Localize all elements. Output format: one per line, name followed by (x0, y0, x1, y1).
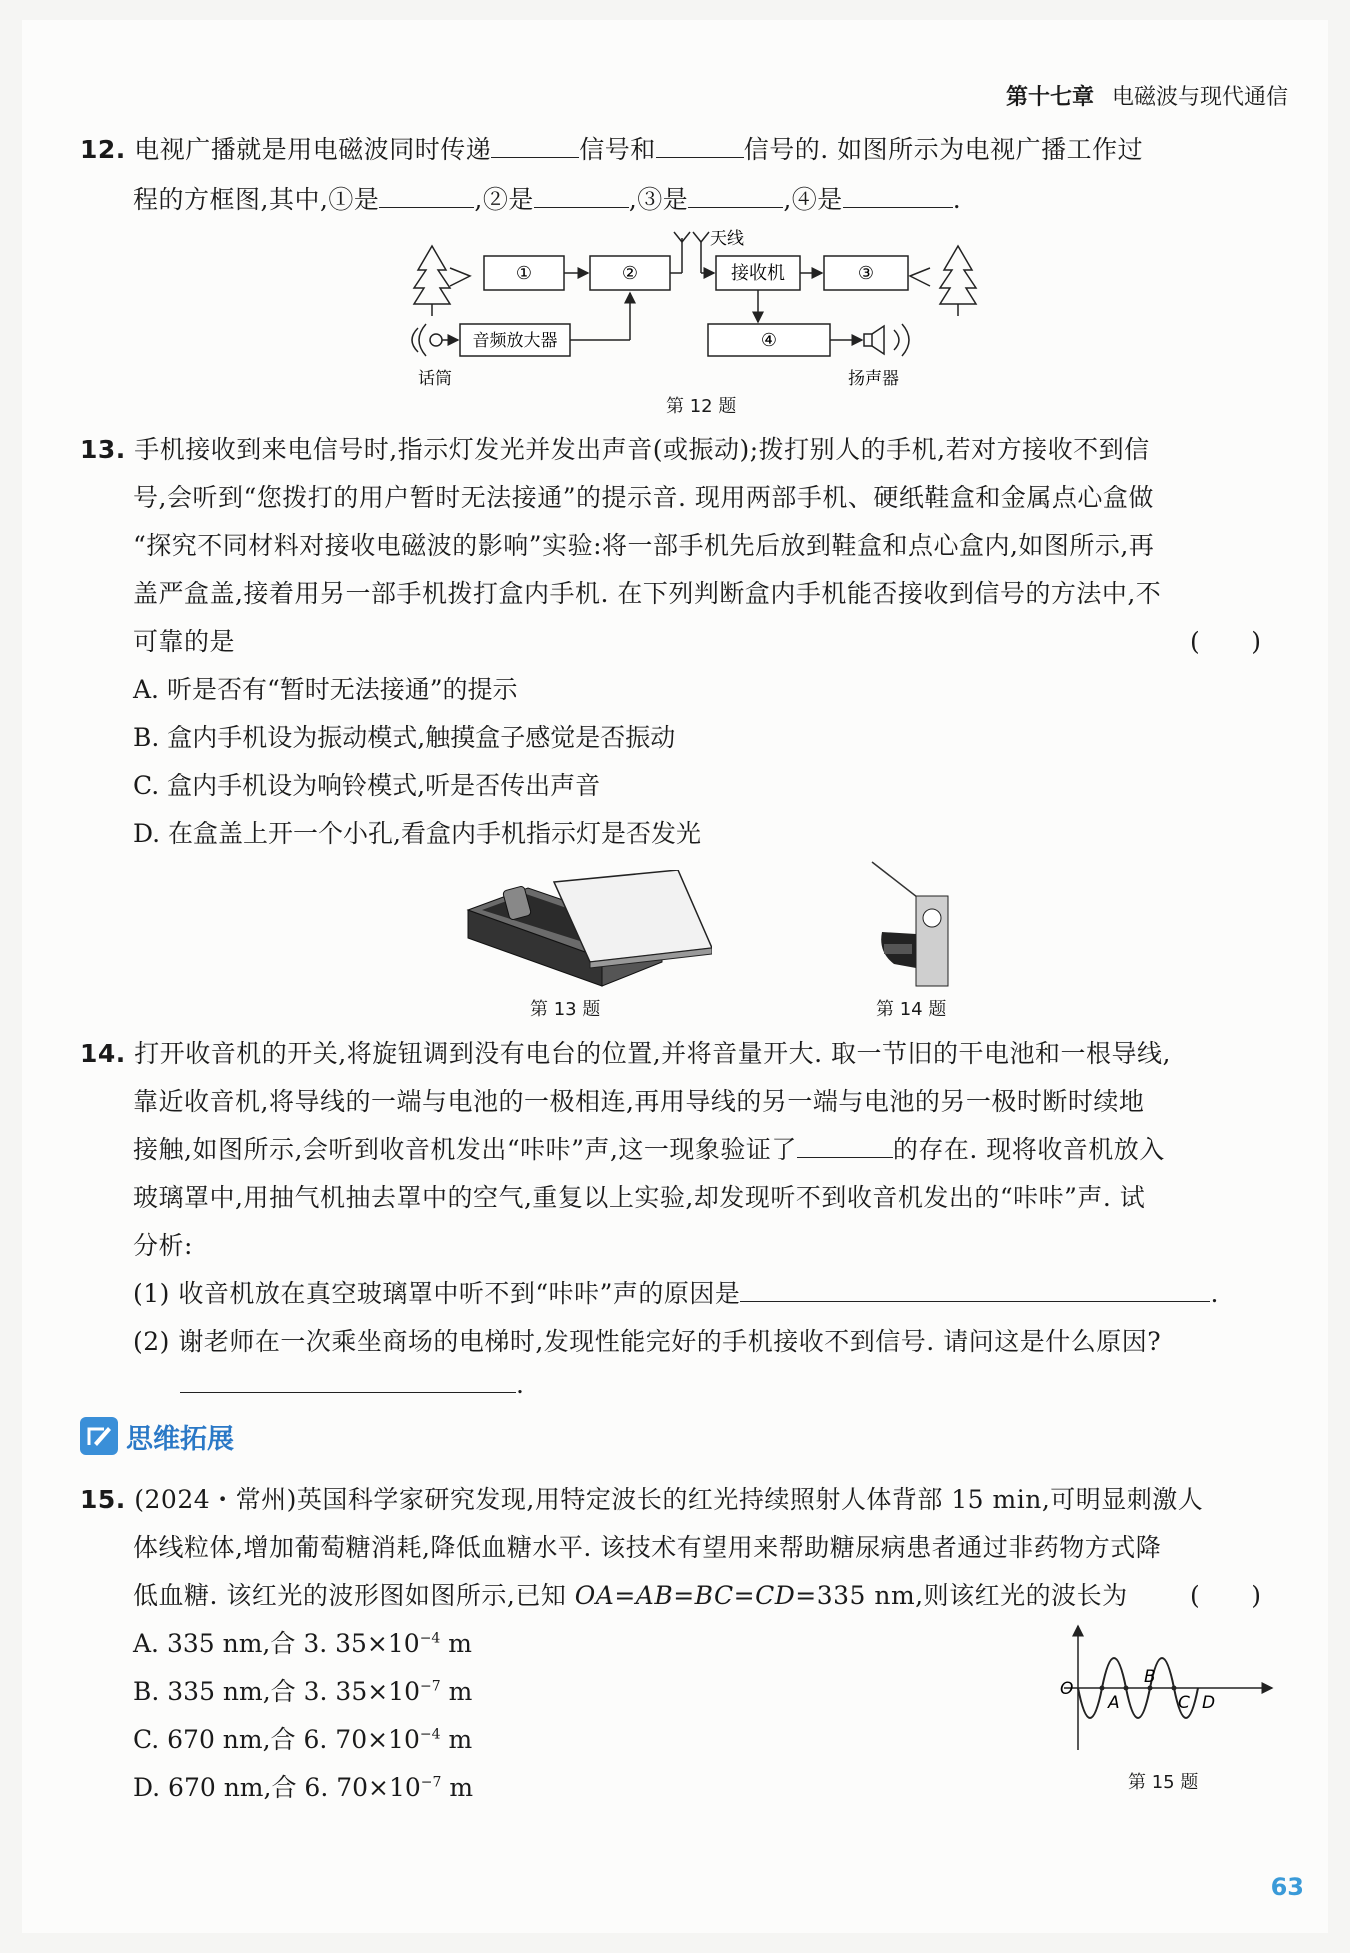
q13-text: 手机接收到来电信号时,指示灯发光并发出声音(或振动);拨打别人的手机,若对方接收不到信 (134, 435, 1150, 464)
chapter-header (1006, 80, 1288, 111)
receive-antenna-icon (693, 232, 709, 242)
pencil-book-icon (80, 1417, 118, 1455)
diagram-box-4-label: ④ (760, 330, 778, 351)
q15-text: =335 nm,则该红光的波长为 (795, 1581, 1128, 1610)
q15-option-b-text: B. 335 nm,合 3. 35×10 (133, 1677, 420, 1706)
q12-number: 12. (80, 135, 126, 164)
q14-line-1 (80, 1034, 1171, 1070)
q14-text: 打开收音机的开关,将旋钮调到没有电台的位置,并将音量开大. 取一节旧的干电池和一根导线, (134, 1039, 1171, 1068)
wave-label-o: O (1060, 1679, 1074, 1699)
q12-text: 电视广播就是用电磁波同时传递 (134, 135, 492, 164)
q15-line-1 (80, 1480, 1203, 1516)
q12-caption: 第 12 题 (666, 396, 737, 417)
q12-blank-1[interactable] (491, 137, 579, 158)
q14-blank-3[interactable] (180, 1372, 516, 1393)
q13-option-c[interactable]: C. 盒内手机设为响铃模式,听是否传出声音 (133, 771, 601, 800)
receiver-label: 接收机 (731, 263, 785, 284)
q14-line-4: 玻璃罩中,用抽气机抽去罩中的空气,重复以上实验,却发现听不到收音机发出的“咔咔”声. 试 (133, 1183, 1146, 1212)
q14-text: 接触,如图所示,会听到收音机发出“咔咔”声,这一现象验证了 (133, 1135, 797, 1164)
q12-blank-5[interactable] (688, 187, 783, 208)
q12-blank-4[interactable] (534, 187, 629, 208)
q15-text: (2024・常州)英国科学家研究发现,用特定波长的红光持续照射人体背部 15 min,可明显刺激人 (134, 1485, 1204, 1514)
section-header (80, 1416, 234, 1456)
q14-caption: 第 14 题 (876, 999, 947, 1020)
q13-line-2: 号,会听到“您拨打的用户暂时无法接通”的提示音. 现用两部手机、硬纸鞋盒和金属点心盒做 (133, 483, 1154, 512)
q12-line-2 (133, 180, 961, 216)
q14-sub2-end: . (516, 1370, 525, 1399)
q15-line-2: 体线粒体,增加葡萄糖消耗,降低血糖水平. 该技术有望用来帮助糖尿病患者通过非药物方式降 (133, 1533, 1162, 1562)
q15-option-a-text: A. 335 nm,合 3. 35×10 (133, 1629, 420, 1658)
radio-dial-icon (923, 909, 941, 927)
chapter-number: 第十七章 (1005, 85, 1094, 110)
q15-option-a-exp: −4 (419, 1630, 441, 1647)
radio-figure (868, 860, 958, 990)
q12-blank-3[interactable] (379, 187, 474, 208)
q13-option-b[interactable]: B. 盒内手机设为振动模式,触摸盒子感觉是否振动 (133, 723, 676, 752)
q15-option-d-text: D. 670 nm,合 6. 70×10 (133, 1773, 421, 1802)
q12-blank-2[interactable] (656, 137, 744, 158)
q12-text: ,②是 (474, 185, 534, 214)
q14-line-2: 靠近收音机,将导线的一端与电池的一极相连,再用导线的另一端与电池的另一极时断时续地 (133, 1087, 1145, 1116)
q12-blank-6[interactable] (843, 187, 953, 208)
q14-line-5: 分析: (133, 1231, 193, 1260)
q13-option-d[interactable]: D. 在盒盖上开一个小孔,看盒内手机指示灯是否发光 (133, 819, 701, 848)
wave-label-a: A (1108, 1693, 1120, 1713)
q13-line-1 (80, 430, 1150, 466)
tv-broadcast-diagram (410, 228, 1000, 398)
q15-option-a-unit: m (440, 1629, 472, 1658)
q15-option-b-unit: m (440, 1677, 473, 1706)
diagram-box-2-label: ② (621, 263, 639, 284)
q15-number: 15. (80, 1485, 126, 1514)
wave-figure (1050, 1620, 1280, 1755)
q13-number: 13. (80, 435, 126, 464)
q14-sub1-end: . (1210, 1279, 1219, 1308)
q15-option-c-exp: −4 (419, 1726, 441, 1743)
q14-blank-2[interactable] (740, 1281, 1210, 1302)
q15-option-d-unit: m (441, 1773, 474, 1802)
q14-number: 14. (80, 1039, 126, 1068)
q14-line-3 (133, 1130, 1165, 1166)
q13-caption: 第 13 题 (530, 999, 601, 1020)
q12-text: 程的方框图,其中,①是 (133, 185, 380, 214)
q12-text: 信号和 (579, 135, 656, 164)
q13-line-3: “探究不同材料对接收电磁波的影响”实验:将一部手机先后放到鞋盒和点心盒内,如图所示,再 (133, 531, 1155, 560)
wave-label-b: B (1144, 1667, 1156, 1687)
q15-line-3 (133, 1576, 1128, 1612)
section-title: 思维拓展 (126, 1423, 234, 1455)
q12-text: . (952, 185, 962, 214)
diagram-box-3-label: ③ (857, 263, 875, 284)
q15-option-d[interactable] (133, 1768, 473, 1804)
q15-text: 低血糖. 该红光的波形图如图所示,已知 (133, 1581, 575, 1610)
q12-line-1 (80, 130, 1143, 166)
chapter-title: 电磁波与现代通信 (1111, 85, 1288, 110)
diagram-box-1-label: ① (515, 263, 533, 284)
q14-blank-1[interactable] (797, 1137, 893, 1158)
speaker-label: 扬声器 (848, 369, 899, 389)
q13-answer-paren[interactable]: ( ) (1190, 627, 1262, 656)
microphone-icon (412, 324, 454, 356)
right-tree-icon (910, 246, 976, 316)
q15-option-c-unit: m (440, 1725, 473, 1754)
q13-line-4: 盖严盒盖,接着用另一部手机拨打盒内手机. 在下列判断盒内手机能否接收到信号的方法中,不 (133, 579, 1162, 608)
q12-text: ,③是 (628, 185, 689, 214)
q15-equation: OA=AB=BC=CD (574, 1581, 796, 1610)
q14-sub1-text: (1) 收音机放在真空玻璃罩中听不到“咔咔”声的原因是 (133, 1279, 741, 1308)
q13-line-5: 可靠的是 (133, 627, 236, 656)
audio-amplifier-label: 音频放大器 (472, 331, 558, 351)
q12-text: 信号的. 如图所示为电视广播工作过 (743, 135, 1144, 164)
q14-sub-2: (2) 谢老师在一次乘坐商场的电梯时,发现性能完好的手机接收不到信号. 请问这是什么原因? (133, 1327, 1162, 1356)
page-number: 63 (1270, 1873, 1304, 1901)
q15-option-c[interactable] (133, 1720, 472, 1756)
shoebox-figure (462, 870, 712, 990)
speaker-icon (864, 324, 909, 356)
left-tree-icon (414, 246, 470, 316)
q15-caption: 第 15 题 (1128, 1772, 1199, 1793)
microphone-label: 话筒 (418, 369, 452, 389)
q14-sub-1 (133, 1274, 1219, 1310)
wave-label-d: D (1202, 1693, 1216, 1713)
q14-sub-2-answer (180, 1370, 524, 1399)
q15-option-b[interactable] (133, 1672, 472, 1708)
q14-text: 的存在. 现将收音机放入 (892, 1135, 1165, 1164)
q15-option-b-exp: −7 (420, 1678, 441, 1695)
q15-option-c-text: C. 670 nm,合 6. 70×10 (133, 1725, 420, 1754)
q15-answer-paren[interactable]: ( ) (1190, 1581, 1262, 1610)
antenna-label: 天线 (710, 229, 744, 249)
q15-option-d-exp: −7 (420, 1774, 442, 1791)
q12-text: ,④是 (783, 185, 843, 214)
wave-label-c: C (1178, 1693, 1190, 1713)
q15-option-a[interactable] (133, 1624, 472, 1660)
q13-option-a[interactable]: A. 听是否有“暂时无法接通”的提示 (133, 675, 518, 704)
